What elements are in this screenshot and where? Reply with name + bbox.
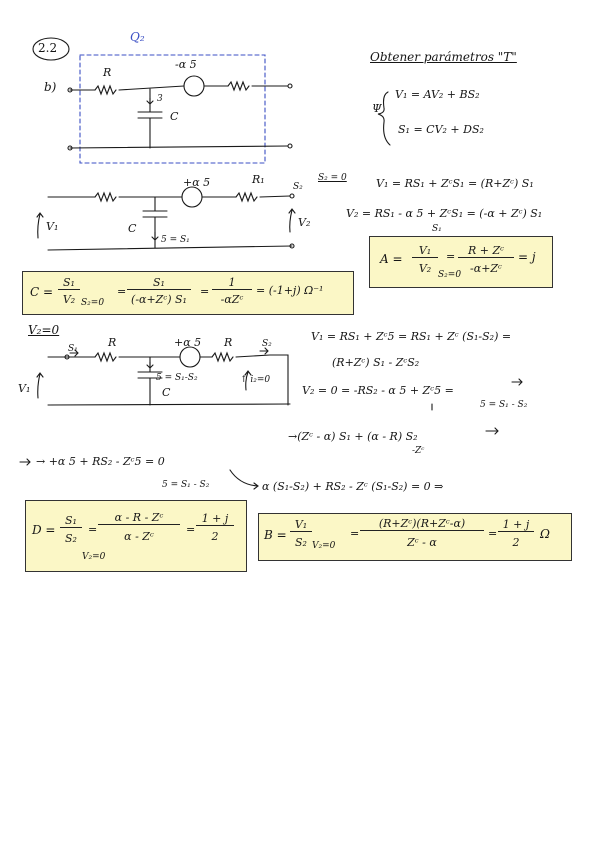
circuit2-c-label: C [128,222,137,235]
circuit2-v2-label: V₂ [298,216,311,229]
result-b-r-num: 1 + j [498,518,534,532]
circuit2-s2-label: S₂ [293,182,303,192]
result-a-lhs: A = [380,252,403,266]
circuit2-dependent-source [182,187,202,207]
result-d-r-num: 1 + j [196,512,234,526]
circuit2-resistor2 [236,193,257,201]
circuit3-s2-label: S₂ [262,339,272,349]
circuit3-r1-label: R [108,336,117,349]
case2-eq3: →(Zᶜ - α) S₁ + (α - R) S₂ [288,430,418,443]
page-title: Obtener parámetros "T" [370,50,517,64]
circuit3-i2-label: ↑ i₂=0 [240,375,271,385]
circuit2-v1-label: V₁ [46,220,59,233]
result-c-eq2: = [200,285,210,298]
result-c-num: S₁ [58,276,80,290]
result-a-cond: S₂=0 [438,270,462,280]
circuit2-resistor [95,193,116,201]
system-eq2: S₁ = CV₂ + DS₂ [398,123,484,136]
circuit3-resistor2 [212,353,233,361]
result-c-mid-num: S₁ [127,276,191,290]
result-a-den: V₂ [418,262,432,275]
problem-number: 2.2 [38,41,58,55]
circuit3-v1-label: V₁ [18,382,31,395]
part-label: b) [44,80,57,94]
circuit3-source-label: +α 5 [174,336,202,349]
result-c-cond: S₂=0 [81,298,105,308]
result-a-eq-sign: = [446,250,456,263]
result-d-eq2: = [186,523,196,536]
result-b-lhs: B = [264,528,287,542]
case1-eq-v1: V₁ = RS₁ + ZᶜS₁ = (R+Zᶜ) S₁ [376,177,534,190]
case2-eq2: V₂ = 0 = -RS₂ - α 5 + Zᶜ5 = [302,384,454,397]
system-brace-mark: Ψ [372,102,382,115]
circuit2-current-label: 5 = S₁ [161,235,190,245]
result-b-eq1: = [350,527,360,540]
case1-eq-v2: V₂ = RS₁ - α 5 + ZᶜS₁ = (-α + Zᶜ) S₁ [346,207,543,220]
case2-eq1b: (R+Zᶜ) S₁ - ZᶜS₂ [332,356,420,369]
result-a-num: V₁ [412,244,438,258]
result-d-eq1: = [88,523,98,536]
result-b-mid-num: (R+Zᶜ)(R+Zᶜ-α) [360,517,484,531]
result-c-den: V₂ [62,293,76,306]
result-d-lhs: D = [32,523,56,537]
case2-eq4: → +α 5 + RS₂ - Zᶜ5 = 0 [36,455,165,468]
circuit2-capacitor [143,211,167,217]
result-d-r-den: 2 [211,530,219,543]
circuit1-r-label: R [103,66,112,79]
case2-eq1: V₁ = RS₁ + Zᶜ5 = RS₁ + Zᶜ (S₁-S₂) = [311,330,512,343]
circuit3-s1-label: S₁ [68,344,78,354]
result-c-value: = (-1+j) Ω⁻¹ [256,284,324,297]
case2-condition: V₂=0 [28,323,60,337]
result-b-cond: V₂=0 [312,541,336,551]
result-b-den: S₂ [295,536,307,549]
result-d-mid-den: α - Zᶜ [124,530,154,543]
circuit2-source-label: +α 5 [183,176,211,189]
circuit3-dependent-source [180,347,200,367]
result-c-r-den: -αZᶜ [220,293,244,306]
circuit1-capacitor [138,112,162,118]
circuit1-current-label: 3 [157,94,163,104]
case2-eq2b: 5 = S₁ - S₂ [480,400,528,410]
result-c-eq1: = [117,285,127,298]
result-b-mid-den: Zᶜ - α [407,536,437,549]
system-brace [378,92,390,145]
q-label: Q₂ [130,30,145,44]
circuit1-dependent-source [184,76,204,96]
system-eq1: V₁ = AV₂ + BS₂ [395,88,480,101]
result-c-r-num: 1 [212,276,252,290]
circuit3-resistor [95,353,116,361]
result-b-eq2: = [488,527,498,540]
case1-s1-under: S₁ [432,224,442,234]
result-a-value: = j [518,250,536,264]
case1-condition: S₂ = 0 [318,173,347,183]
result-c-mid-den: (-α+Zᶜ) S₁ [131,293,187,306]
circuit3-current-label: 5 = S₁-S₂ [156,373,198,383]
circuit1-source-label: -α 5 [175,58,197,71]
result-a-rhs-num: R + Zᶜ [458,244,514,258]
circuit2-r1-label: R₁ [252,173,265,186]
result-b-num: V₁ [290,518,312,532]
result-c-lhs: C = [30,285,54,299]
result-d-den: S₂ [65,532,77,545]
result-b-r-den: 2 [512,536,520,549]
result-b-unit: Ω [540,527,550,541]
case2-eq5: α (S₁-S₂) + RS₂ - Zᶜ (S₁-S₂) = 0 ⇒ [262,480,444,493]
circuit1-resistor [95,86,116,94]
result-d-cond: V₂=0 [82,552,106,562]
result-d-mid-num: α - R - Zᶜ [98,511,180,525]
case2-eq4b: 5 = S₁ - S₂ [162,480,210,490]
circuit1-c-label: C [170,110,179,123]
circuit1-resistor2 [228,82,249,90]
circuit1-bottom-wire [70,146,288,148]
result-a-rhs-den: -α+Zᶜ [470,262,502,275]
case2-eq3b: -Zᶜ [412,446,425,456]
circuit3-c-label: C [162,386,171,399]
result-d-num: S₁ [60,514,82,528]
circuit3-r2-label: R [224,336,233,349]
